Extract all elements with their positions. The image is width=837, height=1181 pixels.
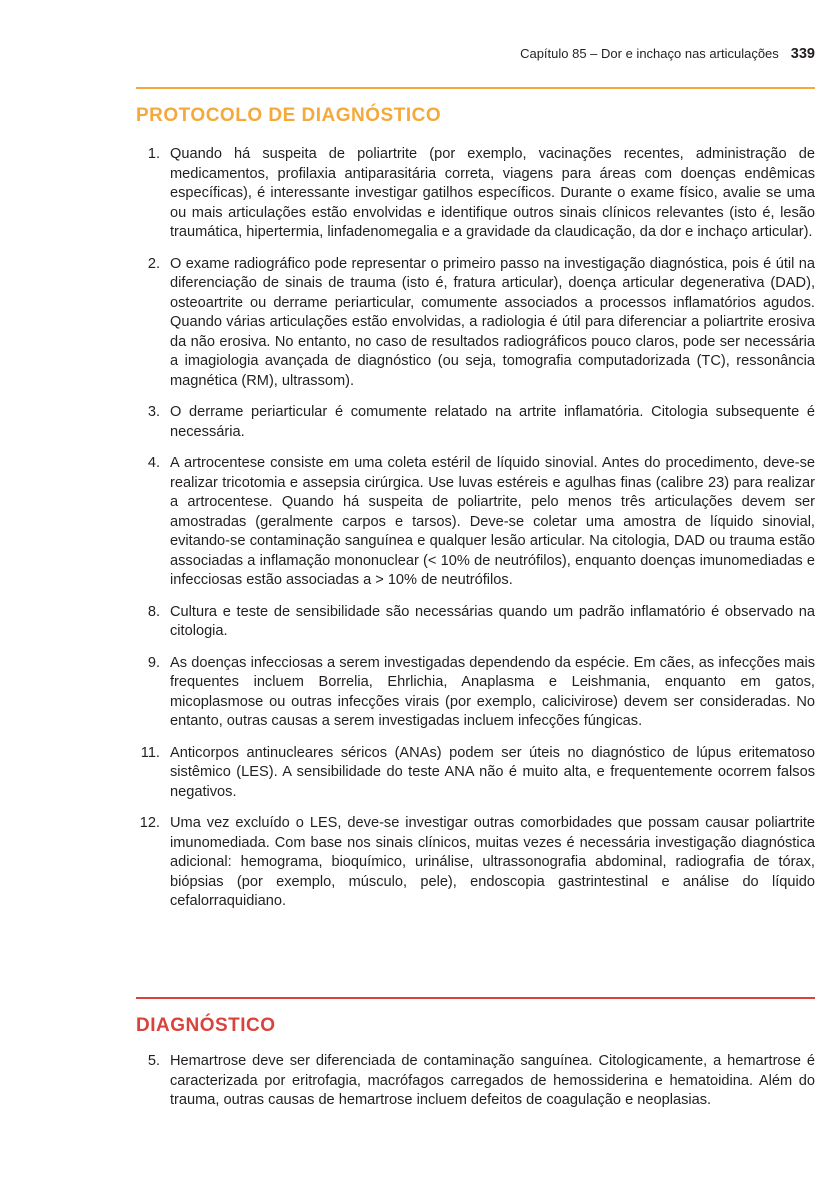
item-number: 4. — [147, 455, 160, 471]
item-number: 5. — [147, 1053, 160, 1069]
list-item — [136, 255, 815, 392]
item-text: As doenças infecciosas a serem investigadas dependendo da espécie. Em cães, as infecções mais frequentes incluem Borrelia, Ehrlichia, Anaplasma e Leishmania, enquanto em gatos, micoplasmose ou outras infecções virais (por exemplo, calicivirose) devem ser consideradas. No entanto, outras causas a serem investigadas incluem infecções fúngicas. — [170, 654, 815, 729]
item-number: 3. — [147, 404, 160, 420]
running-header — [136, 46, 815, 62]
section-divider-red — [136, 997, 815, 999]
list-item — [136, 454, 815, 591]
list-item — [136, 603, 815, 642]
diagnosis-list — [136, 1052, 815, 1123]
item-text: Hemartrose deve ser diferenciada de contaminação sanguínea. Citologicamente, a hemartrose é caracterizada por eritrofagia, macrófagos carregados de hemossiderina e hematoidina. Além do trauma, outras causas de hemartrose incluem defeitos de coagulação e neoplasias. — [170, 1053, 815, 1108]
section-title-protocol: PROTOCOLO DE DIAGNÓSTICO — [136, 105, 442, 126]
chapter-title: Capítulo 85 – Dor e inchaço nas articulações — [520, 46, 779, 61]
section-title-diagnosis: DIAGNÓSTICO — [136, 1015, 276, 1036]
item-text: O derrame periarticular é comumente relatado na artrite inflamatória. Citologia subsequente é necessária. — [170, 404, 815, 440]
list-item — [136, 814, 815, 912]
list-item — [136, 403, 815, 442]
item-number: 11. — [140, 744, 160, 761]
item-text: Anticorpos antinucleares séricos (ANAs) podem ser úteis no diagnóstico de lúpus eritematoso sistêmico (LES). A sensibilidade do teste ANA não é muito alta, e frequentemente ocorrem falsos negativos. — [170, 744, 815, 800]
protocol-list — [136, 145, 815, 924]
item-text: Uma vez excluído o LES, deve-se investigar outras comorbidades que possam causar poliartrite imunomediada. Com base nos sinais clínicos, muitas vezes é necessária investigação diagnóstica adicional: hemograma, bioquímico, urinálise, ultrassonografia abdominal, radiografia de tórax, biópsias (por exemplo, músculo, pele), endoscopia gastrintestinal e análise do líquido cefalorraquidiano. — [170, 815, 815, 909]
item-number: 2. — [147, 255, 160, 272]
page-number: 339 — [790, 46, 815, 62]
item-text: Cultura e teste de sensibilidade são necessárias quando um padrão inflamatório é observado na citologia. — [170, 603, 815, 639]
item-number: 1. — [147, 146, 160, 162]
item-text: O exame radiográfico pode representar o primeiro passo na investigação diagnóstica, pois é útil na diferenciação de sinais de trauma (isto é, fratura articular), doença articular degenerativa (DAD), osteoartrite ou derrame periarticular, comumente associados a processos inflamatórios agudos. Quando várias articulações estão envolvidas, a radiologia é útil para diferenciar a poliartrite erosiva da não erosiva. No entanto, no caso de resultados radiográficos pouco claros, pode ser necessária a imagiologia avançada de diagnóstico (ou seja, tomografia computadorizada (TC), ressonância magnética (RM), ultrassom). — [170, 255, 815, 389]
section-divider-orange — [136, 87, 815, 89]
list-item — [136, 145, 815, 243]
list-item — [136, 744, 815, 803]
item-number: 9. — [147, 654, 160, 671]
list-item — [136, 1052, 815, 1111]
item-text: Quando há suspeita de poliartrite (por exemplo, vacinações recentes, administração de medicamentos, profilaxia antiparasitária correta, viagens para áreas com doenças endêmicas específicas), é interessante investigar gatilhos específicos. Durante o exame físico, avalie se uma ou mais articulações estão envolvidas e identifique outros sinais clínicos relevantes (isto é, lesão traumática, hipertermia, linfadenomegalia e a gravidade da claudicação, da dor e inchaço articular). — [170, 146, 815, 240]
item-number: 12. — [139, 815, 160, 831]
list-item — [136, 654, 815, 732]
item-text: A artrocentese consiste em uma coleta estéril de líquido sinovial. Antes do procedimento, deve-se realizar tricotomia e assepsia cirúrgica. Use luvas estéreis e agulhas finas (calibre 23) para realizar a artrocentese. Quando há suspeita de poliartrite, pelo menos três articulações devem ser amostradas (geralmente carpos e tarsos). Deve-se coletar uma amostra de líquido sinovial, evitando-se contaminação sanguínea e qualquer lesão articular. Na citologia, DAD ou trauma estão associadas a inflamação mononuclear (< 10% de neutrófilos), enquanto doenças imunomediadas e infecciosas estão associadas a > 10% de neutrófilos. — [170, 455, 815, 588]
item-number: 8. — [147, 603, 160, 620]
